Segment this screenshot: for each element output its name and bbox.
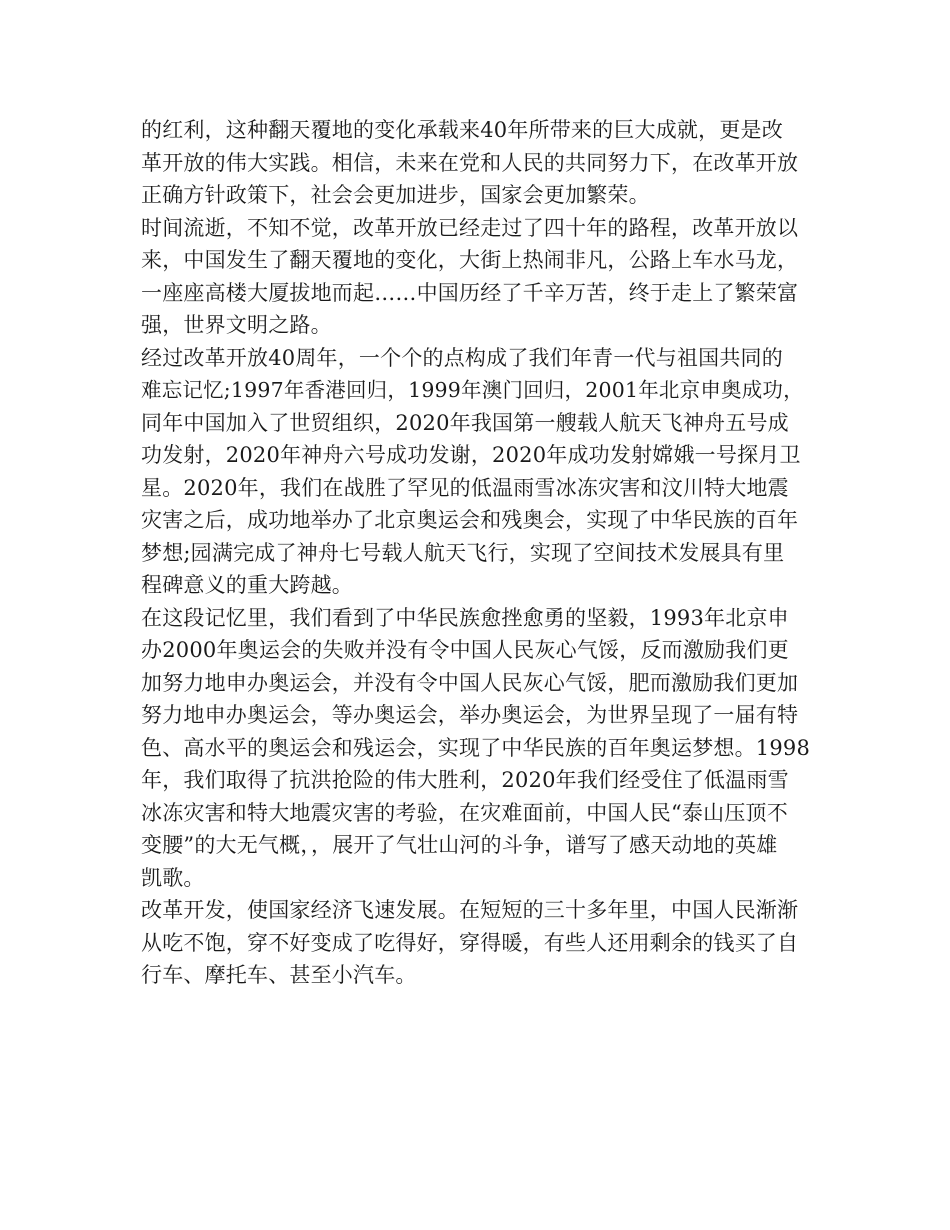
paragraph-5	[141, 894, 813, 992]
text-line: 努力地申办奥运会，等办奥运会，举办奥运会，为世界呈现了一届有特	[141, 703, 799, 727]
text-line: 冰冻灾害和特大地震灾害的考验，在灾难面前，中国人民“泰山压顶不	[141, 800, 788, 825]
text-line: 正确方针政策下，社会会更加进步，国家会更加繁荣。	[141, 183, 650, 207]
text-line: 年，我们取得了抗洪抢险的伟大胜利，2020年我们经受住了低温雨雪	[141, 768, 789, 792]
text-line: 革开放的伟大实践。相信，未来在党和人民的共同努力下，在改革开放	[141, 150, 799, 175]
text-line: 加努力地申办奥运会，并没有令中国人民灰心气馁，肥而激励我们更加	[141, 670, 799, 695]
paragraph-2	[141, 212, 813, 342]
text-line: 色、高水平的奥运会和残运会，实现了中华民族的百年奥运梦想。1998	[141, 735, 811, 760]
text-line: 同年中国加入了世贸组织，2020年我国第一艘载人航天飞神舟五号成	[141, 410, 789, 435]
text-line: 凯歌。	[141, 865, 205, 890]
paragraph-3	[141, 342, 813, 602]
text-line: 强，世界文明之路。	[141, 313, 332, 337]
text-line: 难忘记忆;1997年香港回归，1999年澳门回归，2001年北京申奥成功，	[141, 378, 804, 402]
text-line: 一座座高楼大厦拔地而起……中国历经了千辛万苦，终于走上了繁荣富	[141, 280, 799, 305]
text-line: 的红利，这种翻天覆地的变化承载来40年所带来的巨大成就，更是改	[141, 118, 783, 142]
text-line: 时间流逝，不知不觉，改革开放已经走过了四十年的路程，改革开放以	[141, 215, 799, 240]
document-body	[141, 114, 813, 992]
text-line: 行车、摩托车、甚至小汽车。	[141, 963, 417, 987]
text-line: 梦想;园满完成了神舟七号载人航天飞行，实现了空间技术发展具有里	[141, 540, 785, 565]
text-line: 改革开发，使国家经济飞速发展。在短短的三十多年里，中国人民渐渐	[141, 898, 799, 922]
paragraph-4	[141, 602, 813, 895]
text-line: 变腰”的大无气概，，展开了气壮山河的斗争，谱写了感天动地的英雄	[141, 833, 778, 857]
text-line: 程碑意义的重大跨越。	[141, 573, 353, 597]
text-line: 从吃不饱，穿不好变成了吃得好，穿得暖，有些人还用剩余的钱买了自	[141, 930, 799, 955]
text-line: 来，中国发生了翻天覆地的变化，大街上热闹非凡，公路上车水马龙，	[141, 248, 799, 272]
text-line: 功发射，2020年神舟六号成功发谢，2020年成功发射嫦娥一号探月卫	[141, 443, 801, 467]
text-line: 经过改革开放40周年，一个个的点构成了我们年青一代与祖国共同的	[141, 345, 783, 370]
paragraph-1	[141, 114, 813, 212]
text-line: 办2000年奥运会的失败并没有令中国人民灰心气馁，反而激励我们更	[141, 638, 789, 662]
text-line: 在这段记忆里，我们看到了中华民族愈挫愈勇的坚毅，1993年北京申	[141, 605, 789, 630]
text-line: 星。2020年，我们在战胜了罕见的低温雨雪冰冻灾害和汶川特大地震	[141, 475, 789, 500]
text-line: 灾害之后，成功地举办了北京奥运会和残奥会，实现了中华民族的百年	[141, 508, 799, 532]
